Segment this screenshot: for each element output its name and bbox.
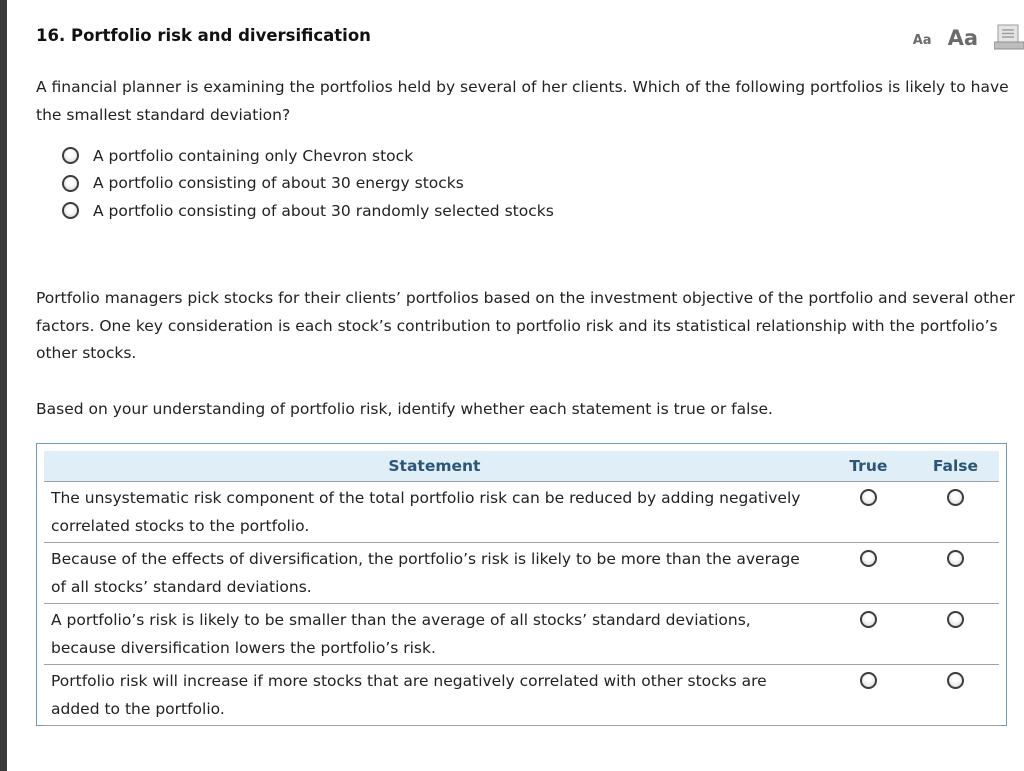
option-label: A portfolio consisting of about 30 randomly selected stocks — [93, 201, 554, 220]
false-radio[interactable] — [947, 672, 964, 689]
table-row — [44, 543, 999, 604]
left-edge-bar — [0, 0, 7, 771]
table-header-row — [44, 451, 999, 482]
option-3[interactable] — [62, 197, 962, 225]
instruction-text: Based on your understanding of portfolio risk, identify whether each statement is true or false. — [36, 400, 773, 418]
option-1[interactable] — [62, 142, 962, 170]
false-cell — [912, 543, 999, 604]
true-header: True — [825, 451, 912, 482]
true-false-table-container — [36, 443, 1007, 726]
false-cell — [912, 482, 999, 543]
statement-text: A portfolio’s risk is likely to be smaller than the average of all stocks’ standard deviations, because diversification lowers the portfolio’s risk. — [44, 604, 825, 665]
true-radio[interactable] — [860, 672, 877, 689]
increase-font-button[interactable]: Aa — [947, 26, 978, 50]
radio-button[interactable] — [62, 175, 79, 192]
false-radio[interactable] — [947, 611, 964, 628]
true-radio[interactable] — [860, 611, 877, 628]
statement-text: Portfolio risk will increase if more stocks that are negatively correlated with other stocks are added to the portfolio. — [44, 665, 825, 726]
false-header: False — [912, 451, 999, 482]
printer-icon — [994, 24, 1024, 50]
radio-button[interactable] — [62, 202, 79, 219]
print-button[interactable] — [994, 24, 1024, 50]
toolbar — [913, 24, 1024, 50]
statement-header: Statement — [44, 451, 825, 482]
question-title: 16. Portfolio risk and diversification — [36, 26, 371, 45]
intro-paragraph: Portfolio managers pick stocks for their clients’ portfolios based on the investment objective of the portfolio and several other factors. One key consideration is each stock’s contribution to portfolio risk and its statistical relationship with the portfolio’s other stocks. — [36, 289, 1015, 362]
false-radio[interactable] — [947, 550, 964, 567]
question-header — [36, 26, 1024, 56]
true-false-table — [44, 451, 999, 726]
question-page — [36, 0, 1024, 771]
false-cell — [912, 604, 999, 665]
true-radio[interactable] — [860, 489, 877, 506]
option-label: A portfolio consisting of about 30 energy stocks — [93, 174, 464, 193]
true-radio[interactable] — [860, 550, 877, 567]
question-text: A financial planner is examining the portfolios held by several of her clients. Which of the following portfolios is likely to have the smallest standard deviation? — [36, 78, 1009, 124]
false-cell — [912, 665, 999, 726]
table-row — [44, 482, 999, 543]
true-cell — [825, 482, 912, 543]
false-radio[interactable] — [947, 489, 964, 506]
statement-text: Because of the effects of diversification, the portfolio’s risk is likely to be more than the average of all stocks’ standard deviations. — [44, 543, 825, 604]
answer-options — [62, 142, 962, 225]
option-label: A portfolio containing only Chevron stock — [93, 146, 414, 165]
radio-button[interactable] — [62, 147, 79, 164]
decrease-font-button[interactable]: Aa — [912, 33, 932, 48]
true-cell — [825, 604, 912, 665]
table-row — [44, 604, 999, 665]
true-cell — [825, 543, 912, 604]
option-2[interactable] — [62, 170, 962, 198]
statement-text: The unsystematic risk component of the total portfolio risk can be reduced by adding negatively correlated stocks to the portfolio. — [44, 482, 825, 543]
true-cell — [825, 665, 912, 726]
table-row — [44, 665, 999, 726]
